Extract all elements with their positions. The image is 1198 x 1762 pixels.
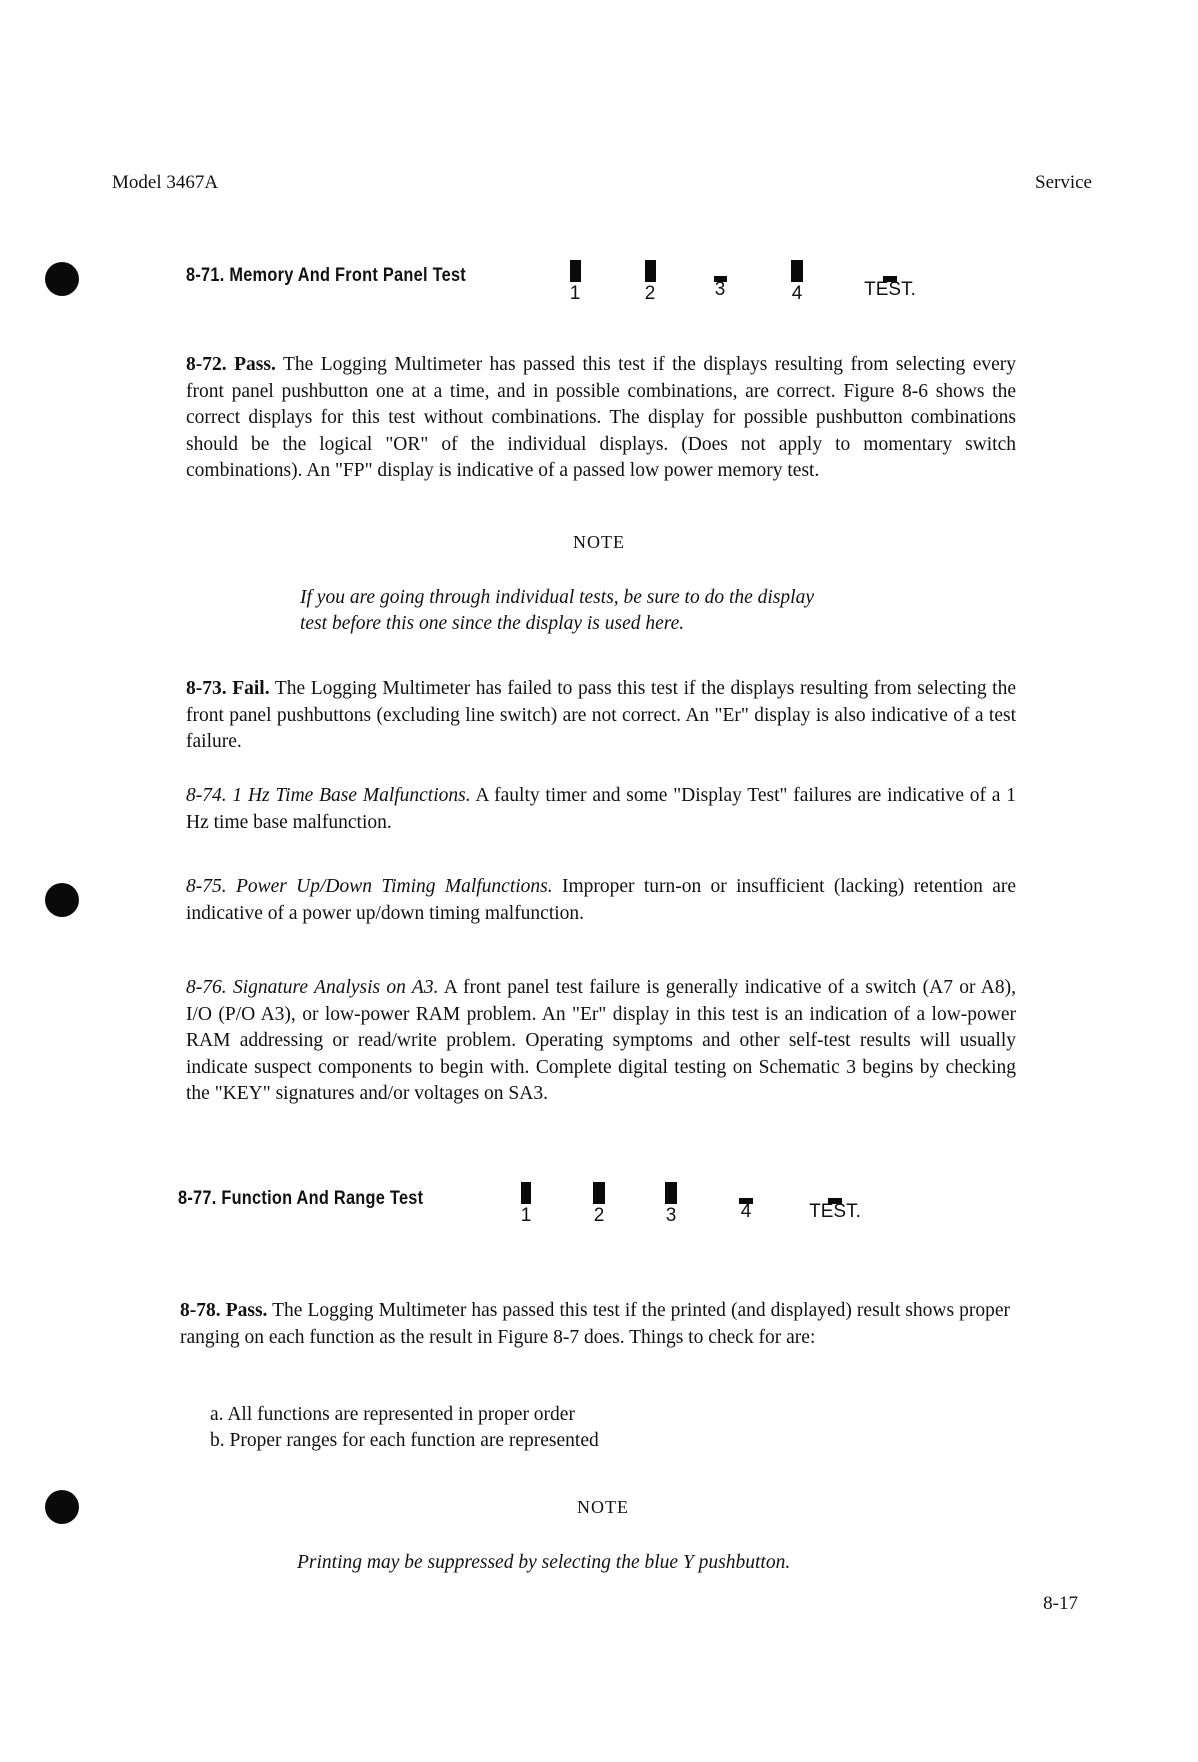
paragraph-8-72 (186, 352, 1016, 485)
indicator-4 (782, 260, 812, 305)
list-b-text: Proper ranges for each function are represented (229, 1430, 599, 1451)
binder-hole-top (45, 262, 79, 296)
indicator-877-3-label: 3 (665, 1205, 677, 1226)
header-section: Service (1035, 172, 1092, 193)
para-878-number: 8-78. (180, 1300, 221, 1321)
para-876-text: A front panel test failure is generally indicative of a switch (A7 or A8), I/O (P/O A3), or low-power RAM problem. An "Er" display in this test is an indication of a low-power RAM addressing or read/write problem. Operating symptoms and other self-test results will usually indicate suspect components to begin with. Complete digital testing on Schematic 3 begins by checking the "KEY" signatures and/or voltages on SA3. (186, 977, 1016, 1104)
indicator-2-block (645, 260, 656, 282)
list-a-text: All functions are represented in proper order (227, 1404, 575, 1425)
note-1-line-2: test before this one since the display is used here. (300, 613, 685, 634)
para-872-number: 8-72. (186, 354, 227, 375)
para-876-number: 8-76. (186, 977, 227, 998)
header-model: Model 3467A (112, 172, 219, 193)
indicator-4-label: 4 (791, 283, 803, 304)
para-874-number: 8-74. (186, 785, 227, 806)
indicator-877-4 (731, 1192, 761, 1223)
para-878-text: The Logging Multimeter has passed this test if the printed (and displayed) result shows proper ranging on each function as the result in Figure 8-7 does. Things to check for are: (180, 1300, 1011, 1348)
indicator-877-1-label: 1 (520, 1205, 532, 1226)
indicator-877-test (800, 1192, 870, 1223)
indicator-877-2-block (593, 1182, 605, 1204)
indicator-877-2-label: 2 (593, 1205, 605, 1226)
list-a-marker: a. (210, 1404, 224, 1425)
para-872-lead: Pass. (234, 354, 276, 375)
paragraph-8-76 (186, 975, 1016, 1108)
indicator-2 (635, 260, 665, 305)
indicator-1-label: 1 (569, 283, 581, 304)
indicator-test (855, 270, 925, 301)
para-872-text: The Logging Multimeter has passed this test if the displays resulting from selecting every front panel pushbutton one at a time, and in possible combinations, are correct. Figure 8-6 shows the correct displays for this test without combinations. The display for possible pushbutton combinations should be the logical "OR" of the individual displays. (Does not apply to momentary switch combinations). An "FP" display is indicative of a passed low power memory test. (186, 354, 1016, 481)
indicator-test-label: TEST. (864, 279, 916, 300)
indicator-877-2 (584, 1182, 614, 1227)
indicator-4-block (791, 260, 803, 282)
binder-hole-middle (45, 883, 79, 917)
para-873-lead: Fail. (232, 678, 270, 699)
indicator-1-block (570, 260, 581, 282)
note-2-heading: NOTE (577, 1497, 629, 1517)
section-871-title: 8-71. Memory And Front Panel Test (186, 265, 466, 286)
paragraph-8-73 (186, 676, 1016, 756)
indicator-2-label: 2 (644, 283, 656, 304)
note-1-line-1: If you are going through individual tests, be sure to do the display (300, 587, 814, 608)
paragraph-8-78 (180, 1298, 1010, 1351)
para-875-text: Improper turn-on or insufficient (lacking) retention are indicative of a power up/down timing malfunction. (186, 876, 1017, 924)
indicator-877-3 (656, 1182, 686, 1227)
list-item-b (210, 1428, 599, 1454)
indicator-877-3-block (665, 1182, 677, 1204)
para-878-lead: Pass. (225, 1300, 268, 1321)
para-873-text: The Logging Multimeter has failed to pass this test if the displays resulting from selecting the front panel pushbuttons (excluding line switch) are not correct. An "Er" display is also indicative of a test failure. (186, 678, 1016, 752)
list-item-a (210, 1402, 575, 1428)
indicator-3-label: 3 (714, 279, 726, 300)
para-874-lead: 1 Hz Time Base Malfunctions. (232, 785, 471, 806)
indicator-877-1-block (521, 1182, 531, 1204)
note-1-heading: NOTE (573, 532, 625, 552)
indicator-1 (560, 260, 590, 305)
indicator-877-4-label: 4 (740, 1201, 752, 1222)
para-873-number: 8-73. (186, 678, 227, 699)
paragraph-8-75 (186, 874, 1016, 927)
indicator-3 (705, 270, 735, 301)
page-number: 8-17 (1043, 1593, 1078, 1614)
indicator-877-1 (511, 1182, 541, 1227)
list-b-marker: b. (210, 1430, 225, 1451)
paragraph-8-74 (186, 783, 1016, 836)
para-876-lead: Signature Analysis on A3. (232, 977, 439, 998)
para-875-number: 8-75. (186, 876, 227, 897)
note-2-text: Printing may be suppressed by selecting the blue Y pushbutton. (297, 1552, 791, 1573)
section-877-title: 8-77. Function And Range Test (178, 1188, 424, 1209)
para-874-text: A faulty timer and some "Display Test" failures are indicative of a 1 Hz time base malfunction. (186, 785, 1016, 833)
indicator-877-test-label: TEST. (809, 1201, 861, 1222)
para-875-lead: Power Up/Down Timing Malfunctions. (235, 876, 553, 897)
